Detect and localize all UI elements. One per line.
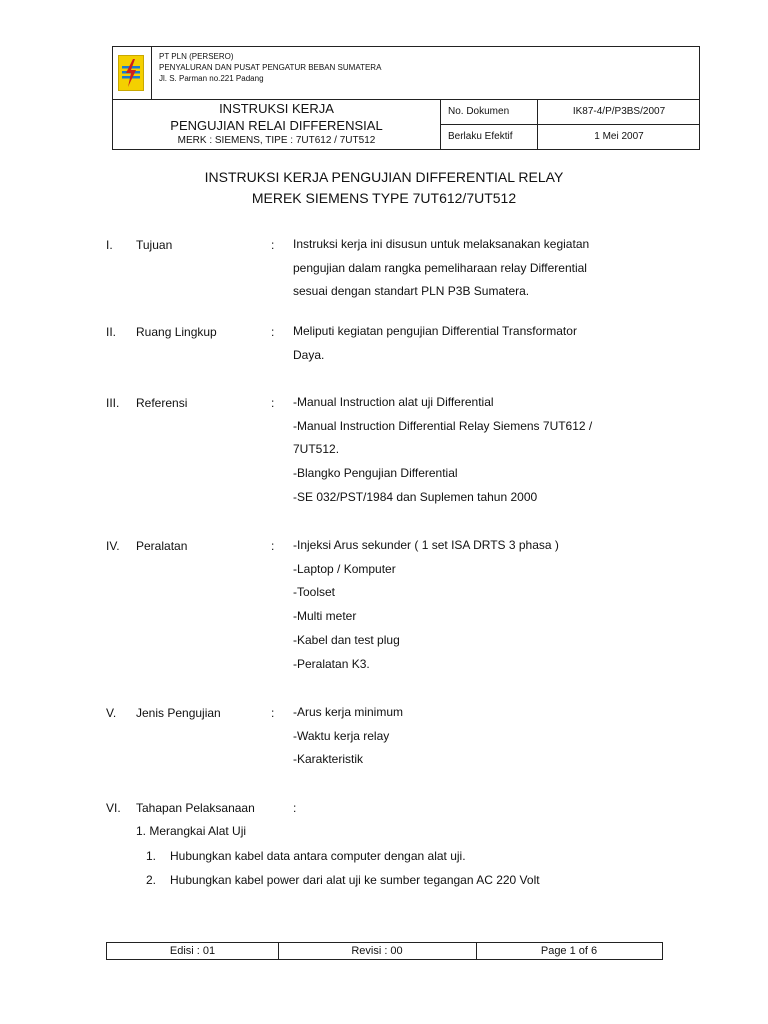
document-title-line1: INSTRUKSI KERJA PENGUJIAN DIFFERENTIAL RELAY: [204, 169, 564, 185]
company-address: Jl. S. Parman no.221 Padang: [159, 74, 264, 83]
section-5-colon: :: [271, 706, 275, 720]
footer-edition: Edisi : 01: [107, 943, 279, 959]
section-5-text: [293, 701, 657, 772]
section-4-line: -Multi meter: [293, 609, 357, 624]
section-3-line: -SE 032/PST/1984 dan Suplemen tahun 2000: [293, 489, 538, 504]
header-title-line3: MERK : SIEMENS, TIPE : 7UT612 / 7UT512: [177, 135, 376, 146]
procedure-step-text: Hubungkan kabel power dari alat uji ke sumber tegangan AC 220 Volt: [170, 873, 540, 887]
section-3-line: 7UT512.: [293, 442, 340, 457]
section-4-colon: :: [271, 539, 275, 553]
section-4-number: IV.: [106, 539, 120, 553]
section-5-number: V.: [106, 706, 117, 720]
section-1-line: Instruksi kerja ini disusun untuk melaksanakan kegiatan: [293, 237, 590, 251]
document-footer: [106, 942, 663, 960]
section-2-label: Ruang Lingkup: [136, 325, 217, 339]
effective-date-value: 1 Mei 2007: [594, 131, 644, 142]
section-1-line: pengujian dalam rangka pemeliharaan relay Differential: [293, 260, 587, 275]
section-1-number: I.: [106, 238, 113, 252]
section-4-line: -Kabel dan test plug: [293, 632, 400, 647]
section-4-line: -Toolset: [293, 585, 336, 600]
footer-revision: Revisi : 00: [278, 943, 477, 959]
pln-logo-icon: [118, 55, 144, 91]
section-6-number: VI.: [106, 801, 121, 815]
section-3-colon: :: [271, 396, 275, 410]
section-1-colon: :: [271, 238, 275, 252]
section-2-number: II.: [106, 325, 117, 339]
section-3-label: Referensi: [136, 396, 188, 410]
section-4-text: [293, 534, 657, 676]
procedure-step-number: 2.: [146, 873, 157, 887]
section-3-text: [293, 391, 657, 510]
section-6-label: Tahapan Pelaksanaan: [136, 801, 255, 815]
document-header: [112, 46, 700, 150]
section-5-line: -Waktu kerja relay: [293, 728, 390, 743]
document-title-line2: MEREK SIEMENS TYPE 7UT612/7UT512: [251, 190, 517, 206]
section-5-line: -Karakteristik: [293, 752, 364, 767]
section-3-number: III.: [106, 396, 120, 410]
header-company-row: [113, 47, 699, 100]
effective-date-label: Berlaku Efektif: [440, 124, 538, 149]
effective-date-row: [440, 124, 700, 149]
doc-number-row: [440, 99, 700, 125]
section-3-line: -Manual Instruction alat uji Differential: [293, 395, 494, 409]
procedure-step-text: Hubungkan kabel data antara computer dengan alat uji.: [170, 849, 466, 863]
logo-cell: [113, 47, 152, 99]
header-title-line1: INSTRUKSI KERJA: [219, 101, 334, 116]
section-5-line: -Arus kerja minimum: [293, 705, 404, 719]
footer-page-number: Page 1 of 6: [540, 945, 598, 957]
section-2-line: Meliputi kegiatan pengujian Differential Transformator: [293, 324, 577, 338]
procedure-heading: 1. Merangkai Alat Uji: [136, 824, 247, 838]
company-division: PENYALURAN DAN PUSAT PENGATUR BEBAN SUMATERA: [159, 63, 382, 72]
section-5-label: Jenis Pengujian: [136, 706, 221, 720]
section-4-line: -Injeksi Arus sekunder ( 1 set ISA DRTS 3 phasa ): [293, 538, 559, 552]
section-4-line: -Laptop / Komputer: [293, 561, 396, 576]
doc-number-label: No. Dokumen: [440, 99, 538, 124]
organization-info: [159, 51, 381, 84]
header-meta: [440, 99, 700, 150]
section-2-text: [293, 320, 657, 367]
section-4-label: Peralatan: [136, 539, 188, 553]
section-2-colon: :: [271, 325, 275, 339]
section-4-line: -Peralatan K3.: [293, 656, 370, 671]
header-title-cell: [113, 99, 441, 150]
procedure-step-number: 1.: [146, 849, 157, 863]
section-3-line: -Blangko Pengujian Differential: [293, 466, 458, 481]
section-6-colon: :: [293, 801, 297, 815]
section-1-line: sesuai dengan standart PLN P3B Sumatera.: [293, 284, 530, 299]
doc-number-value: IK87-4/P/P3BS/2007: [572, 106, 666, 117]
section-1-label: Tujuan: [136, 238, 173, 252]
section-2-line: Daya.: [293, 347, 325, 362]
company-name: PT PLN (PERSERO): [159, 52, 234, 61]
section-3-line: -Manual Instruction Differential Relay Siemens 7UT612 /: [293, 418, 593, 433]
section-1-text: [293, 233, 657, 304]
header-title-line2: PENGUJIAN RELAI DIFFERENSIAL: [170, 118, 383, 133]
